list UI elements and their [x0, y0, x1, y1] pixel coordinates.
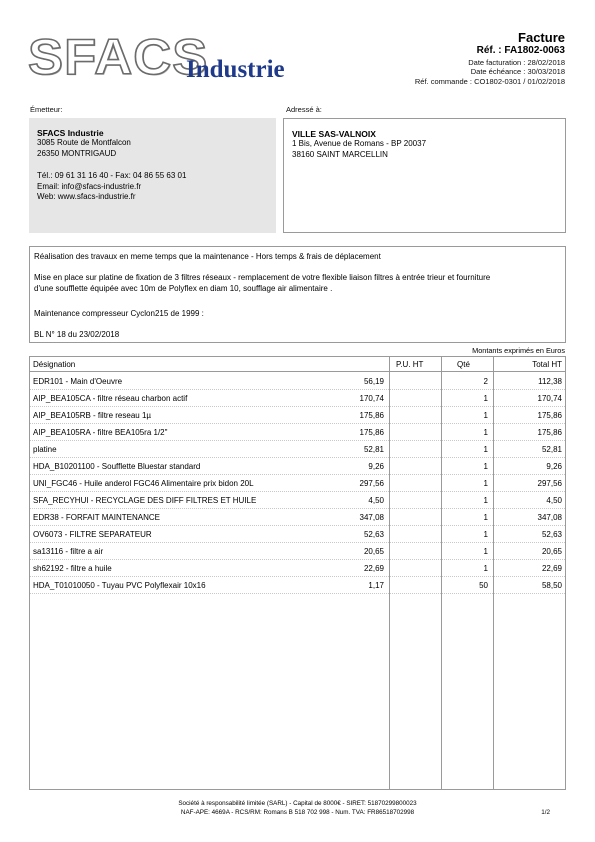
header-total: Total HT: [532, 360, 562, 369]
table-row: [30, 491, 565, 509]
table-row: [30, 474, 565, 492]
cell-quantity: 50: [479, 581, 488, 590]
cell-unit-price: 297,56: [359, 479, 384, 488]
emitter-box: [29, 118, 276, 233]
emitter-name: SFACS Industrie: [37, 128, 104, 138]
cell-designation: EDR38 - FORFAIT MAINTENANCE: [33, 513, 160, 522]
cell-designation: EDR101 - Main d'Oeuvre: [33, 377, 123, 386]
description-line: Maintenance compresseur Cyclon215 de 1999 :: [34, 309, 204, 318]
cell-designation: HDA_B10201100 - Soufflette Bluestar standard: [33, 462, 201, 471]
footer-legal-line2: NAF-APE: 4669A - RCS/RM: Romans B 518 702 998 - Num. TVA: FR86518702998: [180, 809, 415, 816]
recipient-address-line2: 38160 SAINT MARCELLIN: [292, 149, 388, 159]
table-row: [30, 457, 565, 475]
emitter-address-line2: 26350 MONTRIGAUD: [37, 148, 117, 158]
order-reference: Réf. commande : CO1802-0301 / 01/02/2018: [414, 77, 565, 86]
cell-quantity: 1: [483, 462, 488, 471]
cell-total: 52,63: [541, 530, 562, 539]
document-title: Facture: [518, 30, 565, 45]
cell-designation: platine: [33, 445, 57, 454]
emitter-address-line1: 3085 Route de Montfalcon: [37, 138, 131, 148]
cell-total: 9,26: [546, 462, 562, 471]
footer-legal-line1: Société à responsabilité limitée (SARL) - Capital de 8000€ - SIRET: 51870299800023: [178, 800, 417, 807]
company-logo: [28, 29, 318, 85]
cell-unit-price: 20,65: [363, 547, 384, 556]
cell-quantity: 1: [483, 411, 488, 420]
logo-brand-text: SFACS: [28, 29, 209, 85]
cell-quantity: 1: [483, 513, 488, 522]
cell-quantity: 1: [483, 496, 488, 505]
cell-unit-price: 4,50: [368, 496, 384, 505]
cell-unit-price: 170,74: [359, 394, 384, 403]
description-line: Mise en place sur platine de fixation de 3 filtres réseaux - remplacement de votre flexible liaison filtres à entrée trieur et fourniture: [34, 273, 491, 282]
logo-suffix-text: Industrie: [186, 56, 285, 83]
cell-quantity: 2: [483, 377, 488, 386]
cell-quantity: 1: [483, 445, 488, 454]
cell-designation: UNI_FGC46 - Huile anderol FGC46 Alimentaire prix bidon 20L: [33, 479, 254, 488]
cell-total: 22,69: [541, 564, 562, 573]
table-row: [30, 559, 565, 577]
table-row: [30, 389, 565, 407]
cell-designation: sa13116 - filtre a air: [33, 547, 104, 556]
emitter-label: Émetteur:: [30, 105, 63, 114]
due-date: Date échéance : 30/03/2018: [470, 67, 565, 76]
cell-total: 20,65: [541, 547, 562, 556]
table-row: [30, 576, 565, 594]
cell-total: 170,74: [537, 394, 562, 403]
cell-total: 297,56: [537, 479, 562, 488]
cell-total: 58,50: [541, 581, 562, 590]
cell-unit-price: 347,08: [359, 513, 384, 522]
cell-designation: AIP_BEA105RA - filtre BEA105ra 1/2": [33, 428, 168, 437]
cell-total: 175,86: [537, 411, 562, 420]
header-designation: Désignation: [33, 360, 76, 369]
cell-unit-price: 56,19: [363, 377, 384, 386]
table-row: [30, 508, 565, 526]
invoice-date: Date facturation : 28/02/2018: [468, 58, 565, 67]
cell-quantity: 1: [483, 479, 488, 488]
cell-designation: AIP_BEA105CA - filtre réseau charbon actif: [33, 394, 188, 403]
page-number: 1/2: [541, 809, 550, 816]
cell-quantity: 1: [483, 564, 488, 573]
cell-quantity: 1: [483, 394, 488, 403]
description-box: [29, 246, 566, 343]
cell-unit-price: 1,17: [368, 581, 384, 590]
recipient-box: [283, 118, 566, 233]
table-row: [30, 542, 565, 560]
cell-designation: HDA_T01010050 - Tuyau PVC Polyflexair 10x16: [33, 581, 206, 590]
cell-total: 52,81: [541, 445, 562, 454]
description-line: Réalisation des travaux en meme temps que la maintenance - Hors temps & frais de déplacement: [34, 252, 381, 261]
invoice-reference: Réf. : FA1802-0063: [476, 45, 565, 56]
cell-total: 175,86: [537, 428, 562, 437]
table-header: [30, 357, 565, 372]
emitter-phone: Tél.: 09 61 31 16 40 - Fax: 04 86 55 63 01: [37, 171, 187, 181]
cell-designation: sh62192 - filtre a huile: [33, 564, 112, 573]
table-row: [30, 440, 565, 458]
cell-designation: SFA_RECYHUI - RECYCLAGE DES DIFF FILTRES ET HUILE: [33, 496, 257, 505]
table-row: [30, 423, 565, 441]
emitter-website: Web: www.sfacs-industrie.fr: [37, 192, 136, 202]
currency-note: Montants exprimés en Euros: [472, 346, 565, 355]
cell-total: 347,08: [537, 513, 562, 522]
header-unit-price: P.U. HT: [396, 360, 424, 369]
cell-unit-price: 52,81: [363, 445, 384, 454]
table-row: [30, 406, 565, 424]
cell-total: 112,38: [538, 377, 562, 386]
table-row: [30, 525, 565, 543]
header-quantity: Qté: [457, 360, 470, 369]
cell-unit-price: 9,26: [368, 462, 384, 471]
cell-designation: AIP_BEA105RB - filtre reseau 1µ: [33, 411, 151, 420]
cell-unit-price: 52,63: [363, 530, 384, 539]
description-line: d'une soufflette équipée avec 10m de Polyflex en diam 10, soufflage air alimentaire .: [34, 284, 333, 293]
cell-unit-price: 22,69: [363, 564, 384, 573]
line-items-table: [29, 356, 566, 790]
cell-unit-price: 175,86: [359, 428, 384, 437]
description-line: BL N° 18 du 23/02/2018: [34, 330, 120, 339]
cell-quantity: 1: [483, 428, 488, 437]
cell-unit-price: 175,86: [359, 411, 384, 420]
recipient-label: Adressé à:: [286, 105, 322, 114]
cell-total: 4,50: [546, 496, 562, 505]
cell-designation: OV6073 - FILTRE SEPARATEUR: [33, 530, 152, 539]
recipient-name: VILLE SAS-VALNOIX: [292, 129, 376, 139]
cell-quantity: 1: [483, 547, 488, 556]
recipient-address-line1: 1 Bis, Avenue de Romans - BP 20037: [292, 139, 427, 149]
cell-quantity: 1: [483, 530, 488, 539]
table-row: [30, 372, 565, 390]
emitter-email: Email: info@sfacs-industrie.fr: [37, 181, 142, 191]
